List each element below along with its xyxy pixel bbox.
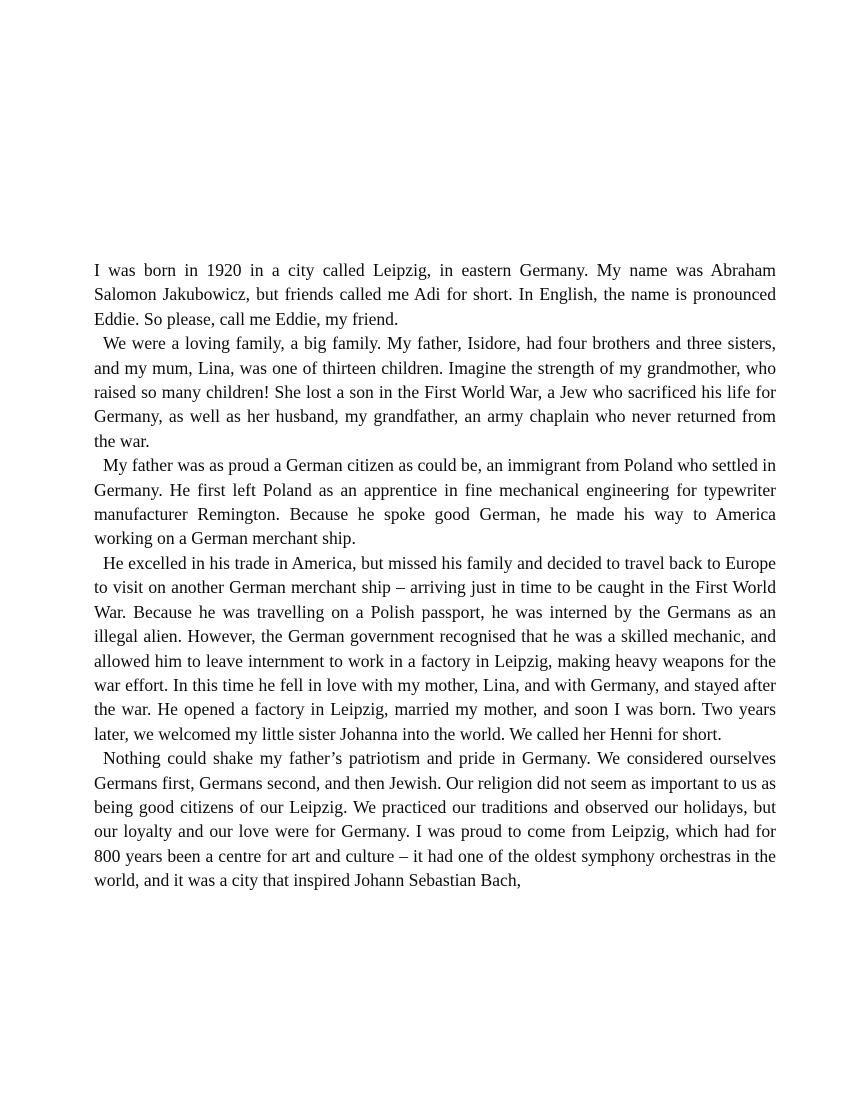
body-paragraph: We were a loving family, a big family. My father, Isidore, had four brothers and three sisters, and my mum, Lina, was one of thirteen children. Imagine the strength of my grandmother, who raised so many children! She lost a son in the First World War, a Jew who sacrificed his life for Germany, as well as her husband, my grandfather, an army chaplain who never returned from the war. bbox=[94, 333, 776, 451]
body-text bbox=[94, 258, 776, 893]
body-paragraph: He excelled in his trade in America, but missed his family and decided to travel back to Europe to visit on another German merchant ship – arriving just in time to be caught in the First World War. Because he was travelling on a Polish passport, he was interned by the Germans as an illegal alien. However, the German government recognised that he was a skilled mechanic, and allowed him to leave internment to work in a factory in Leipzig, making heavy weapons for the war effort. In this time he fell in love with my mother, Lina, and with Germany, and stayed after the war. He opened a factory in Leipzig, married my mother, and soon I was born. Two years later, we welcomed my little sister Johanna into the world. We called her Henni for short. bbox=[94, 552, 776, 744]
body-paragraph: I was born in 1920 in a city called Leipzig, in eastern Germany. My name was Abraham Salomon Jakubowicz, but friends called me Adi for short. In English, the name is pronounced Eddie. So please, call me Eddie, my friend. bbox=[94, 260, 776, 329]
body-paragraph: My father was as proud a German citizen as could be, an immigrant from Poland who settled in Germany. He first left Poland as an apprentice in fine mechanical engineering for typewriter manufacturer Remington. Because he spoke good German, he made his way to America working on a German merchant ship. bbox=[94, 455, 776, 549]
body-paragraph: Nothing could shake my father’s patriotism and pride in Germany. We considered ourselves Germans first, Germans second, and then Jewish. Our religion did not seem as important to us as being good citizens of our Leipzig. We practiced our traditions and observed our holidays, but our loyalty and our love were for Germany. I was proud to come from Leipzig, which had for 800 years been a centre for art and culture – it had one of the oldest symphony orchestras in the world, and it was a city that inspired Johann Sebastian Bach, bbox=[94, 748, 776, 891]
